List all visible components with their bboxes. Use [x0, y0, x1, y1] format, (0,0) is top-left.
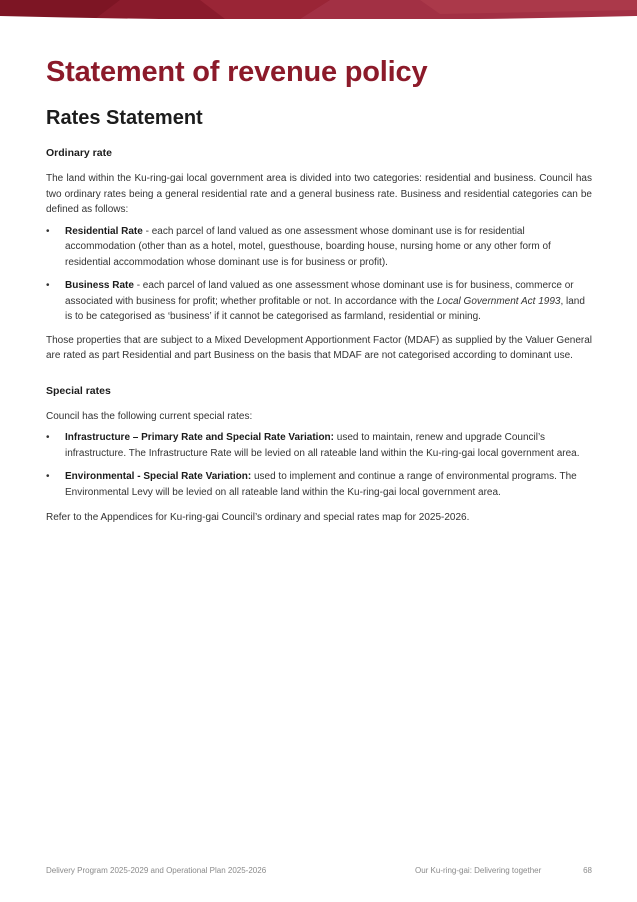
infrastructure-rate-text: used to maintain, renew and upgrade Council’s infrastructure. The Infrastructure Rate will be levied on all rateable land within the Ku-ring-gai local government area.: [65, 432, 580, 459]
infrastructure-rate-term: Infrastructure – Primary Rate and Special Rate Variation:: [65, 432, 334, 443]
list-item-environmental-rate: [46, 469, 592, 500]
ordinary-rate-intro: The land within the Ku-ring-gai local government area is divided into two categories: residential and business. Council has two ordinary rates being a general residential rate and a general business rate. Business and residential categories can be defined as follows:: [46, 173, 592, 215]
bullet-icon: •: [46, 225, 50, 237]
bullet-icon: •: [46, 471, 50, 482]
bullet-icon: •: [46, 432, 50, 443]
special-rates-list: [46, 430, 592, 500]
footer-document-title: Delivery Program 2025-2029 and Operational Plan 2025-2026: [46, 866, 267, 875]
main-content: [46, 146, 592, 526]
ordinary-rate-heading: Ordinary rate: [46, 147, 112, 159]
business-rate-text-end: , land is to be categorised as ‘business’ if it cannot be categorised as farmland, residential or mining.: [65, 295, 585, 322]
appendices-reference: Refer to the Appendices for Ku-ring-gai Council’s ordinary and special rates map for 2025-2026.: [46, 512, 470, 523]
environmental-rate-term: Environmental - Special Rate Variation:: [65, 471, 252, 482]
section-title: Rates Statement: [46, 107, 203, 129]
bullet-icon: •: [46, 280, 50, 291]
ordinary-rate-list: [46, 224, 592, 325]
list-item-infrastructure-rate: [46, 430, 592, 461]
residential-rate-term: Residential Rate: [65, 225, 143, 237]
list-item-business-rate: [46, 278, 592, 325]
residential-rate-text: - each parcel of land valued as one assessment whose dominant use is for residential accommodation (other than as a hotel, motel, guesthouse, boarding house, nursing home or any other form of residential accommodation whose dominant use is for business or profit).: [65, 225, 551, 268]
business-rate-text: - each parcel of land valued as one assessment whose dominant use is for business, commerce or associated with business for profit; whether profitable or not. In accordance with the: [65, 280, 574, 307]
header-banner: [0, 0, 637, 19]
mdaf-paragraph: Those properties that are subject to a Mixed Development Apportionment Factor (MDAF) as supplied by the Valuer General are rated as part Residential and part Business on the basis that MDAF are not categorised according to dominant use.: [46, 334, 592, 361]
page-title: Statement of revenue policy: [46, 56, 428, 88]
special-rates-intro: Council has the following current special rates:: [46, 410, 253, 422]
environmental-rate-text: used to implement and continue a range of environmental programs. The Environmental Levy will be levied on all rateable land within the Ku-ring-gai local government area.: [65, 471, 577, 498]
footer-tagline: Our Ku-ring-gai: Delivering together: [415, 866, 542, 875]
business-rate-term: Business Rate: [65, 280, 134, 291]
page-footer: [46, 866, 592, 880]
page-number: 68: [583, 866, 592, 875]
special-rates-heading: Special rates: [46, 384, 111, 397]
banner-graphic: [0, 0, 637, 19]
list-item-residential-rate: [46, 224, 592, 271]
act-name: Local Government Act 1993: [436, 295, 561, 307]
